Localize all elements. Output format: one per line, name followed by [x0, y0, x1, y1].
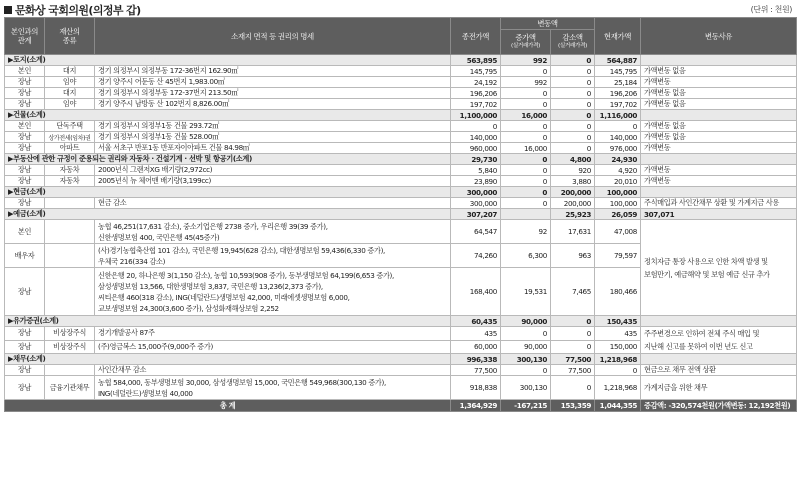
header-change: 변동액	[501, 18, 595, 30]
table-row: 장남 비상장주식 경기개발공사 87주 435 0 0 435 주주변경으로 인하여 전체 주식 매입 및 지난해 신고를 못하여 이번 년도 신고	[5, 327, 797, 341]
table-row: 장남 대지 경기 의정부시 의정부동 172-37번지 213.50㎡ 196,206 0 0 196,206 가액변동 없음	[5, 88, 797, 99]
table-row: 장남 자동차 2005년식 뉴 체어맨 배기량(3,199cc) 23,890 0 3,880 20,010 가액변동	[5, 176, 797, 187]
table-row: 본인 농협 46,251(17,631 감소), 중소기업은행 2738 증가, 우리은행 39(39 증가), 신한생명보험 400, 국민은행 45(45증가) 64,547 92 17,631 47,008 정치자금 통장 사용으로 인한 차액 발생 및 보험만기, 예금해약 및 보험 예금 신규 추가	[5, 220, 797, 244]
asset-table	[4, 17, 797, 412]
table-row: 장남 신한은행 20, 하나은행 3(1,150 감소), 농협 10,593(908 증가), 동부생명보험 64,199(6,653 증가), 삼성생명보험 13,566, 대한생명보험 3,837, 국민은행 13,236(2,373 증가), 씨티은행 460(318 감소), ING(네덜란드)생명보험 42,000, 미래에셋생명보험 6,000, 교보생명보험 24,300(3,600 증가), 삼성화재해상보험 2,252 168,400 19,531 7,465 180,466	[5, 268, 797, 316]
header-desc: 소재지 면적 등 권리의 명세	[95, 18, 451, 55]
table-row: 장남 아파트 서울 서초구 반포1동 반포자이아파트 건물 84.98㎡ 960,000 16,000 0 976,000 가액변동	[5, 143, 797, 154]
table-row: 배우자 (사)경기농협축산협 101 감소), 국민은행 19,945(628 감소), 대한생명보험 59,436(6,330 증가), 우체국 216(334 감소) 74,260 6,300 963 79,597	[5, 244, 797, 268]
table-row: 장남 사인간채무 감소 77,500 0 77,500 0 현금으로 채무 전액 상환	[5, 365, 797, 376]
page-title	[4, 2, 141, 18]
header-reason: 변동사유	[641, 18, 797, 55]
total-row: 총 계 1,364,929 -167,215 153,359 1,044,355 증감액: -320,574천원(가액변동: 12,192천원)	[5, 400, 797, 412]
table-row: 장남 임야 경기 양주시 어둔동 산 45번지 1,983.00㎡ 24,192 992 0 25,184 가액변동	[5, 77, 797, 88]
subtotal-row-debts: ▶채무(소계) 996,338 300,130 77,500 1,218,968	[5, 354, 797, 365]
square-bullet-icon	[4, 6, 12, 14]
table-row: 장남 금융기관채무 농협 584,000, 동부생명보험 30,000, 삼성생명보험 15,000, 국민은행 549,968(300,130 증가), ING(네덜란드)생명보험 40,000 918,838 300,130 0 1,218,968 가계지금을 위한 채무	[5, 376, 797, 400]
subtotal-row-vehicles: ▶부동산에 관한 규정이 준용되는 권리와 자동차 · 건설기계 · 선박 및 항공기(소계) 29,730 0 4,800 24,930	[5, 154, 797, 165]
table-row: 본인 단독주택 경기 의정부시 의정부1동 건물 293.72㎡ 0 0 0 0 가액변동 없음	[5, 121, 797, 132]
header-inc: 증가액 (실거래가격)	[501, 30, 551, 55]
subtotal-row-securities: ▶유가증권(소계) 60,435 90,000 0 150,435	[5, 316, 797, 327]
subtotal-row-deposits: ▶예금(소계) 307,207 25,923 26,059 307,071	[5, 209, 797, 220]
header-curr: 현재가액	[595, 18, 641, 55]
subtotal-row-land: ▶토지(소계) 563,895 992 0 564,887	[5, 55, 797, 66]
table-row: 본인 대지 경기 의정부시 의정부동 172-36번지 162.90㎡ 145,795 0 0 145,795 가액변동 없음	[5, 66, 797, 77]
table-row: 장남 비상장주식 (주)영금복스 15,000주(9,000주 증가) 60,000 90,000 0 150,000	[5, 340, 797, 354]
unit-label: (단위 : 천원)	[750, 5, 792, 14]
table-row: 장남 자동차 2000년식 그랜저XG 배기량(2,972cc) 5,840 0 920 4,920 가액변동	[5, 165, 797, 176]
table-row: 장남 상가전세(임차)권 경기 의정부시 의정부1동 건물 528.00㎡ 140,000 0 0 140,000 가액변동 없음	[5, 132, 797, 143]
header-type: 재산의 종류	[45, 18, 95, 55]
header-owner: 본인과의 관계	[5, 18, 45, 55]
title-text: 문화상 국회의원(의정부 갑)	[15, 4, 141, 17]
subtotal-row-building: ▶건물(소계) 1,100,000 16,000 0 1,116,000	[5, 110, 797, 121]
table-row: 장남 임야 경기 양주시 남방동 산 102번지 8,826.00㎡ 197,702 0 0 197,702 가액변동 없음	[5, 99, 797, 110]
header-prev: 종전가액	[451, 18, 501, 55]
header-dec: 감소액 (실거래가격)	[551, 30, 595, 55]
subtotal-row-cash: ▶현금(소계) 300,000 0 200,000 100,000	[5, 187, 797, 198]
table-row: 장남 현금 감소 300,000 0 200,000 100,000 주식매입과 사인간채무 상환 및 가계지금 사용	[5, 198, 797, 209]
